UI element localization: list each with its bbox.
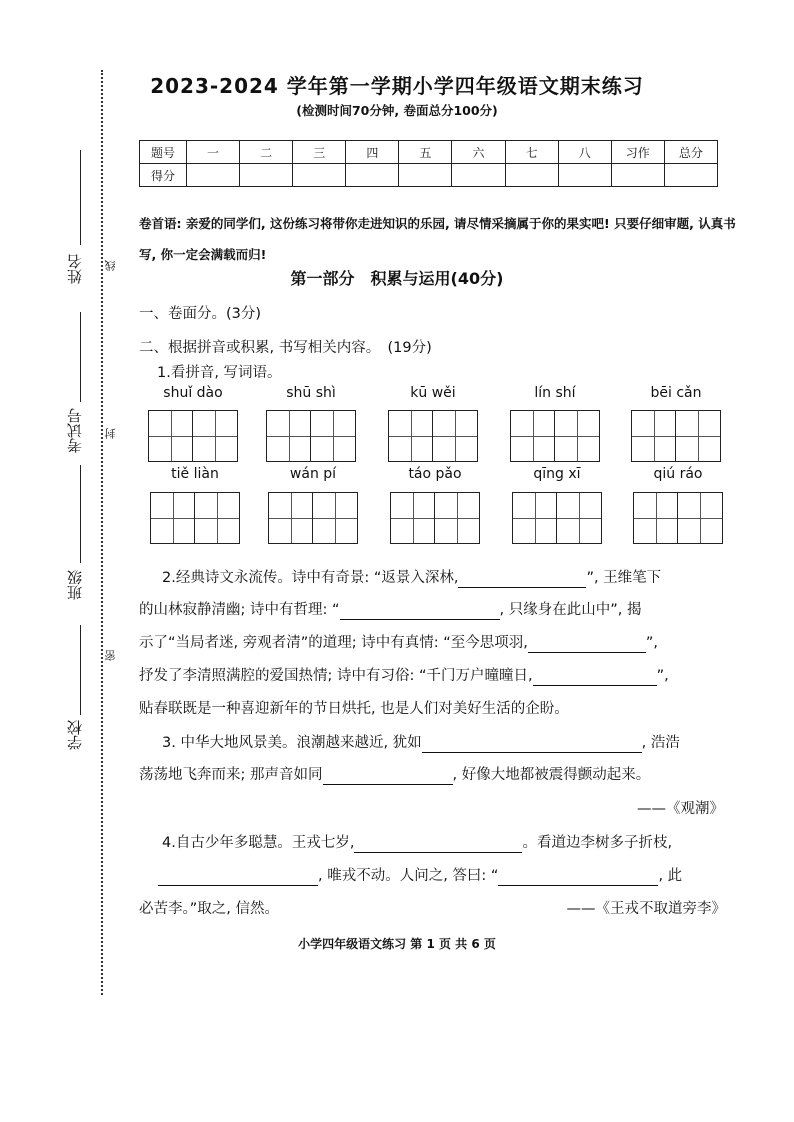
score-input-cell[interactable]: [187, 164, 240, 187]
answer-blank[interactable]: [158, 869, 318, 886]
q2-line3: [139, 633, 658, 653]
answer-blank[interactable]: [354, 836, 522, 853]
side-label-name: 姓名: [66, 254, 84, 284]
page-footer: 小学四年级语文练习 第 1 页 共 6 页: [298, 937, 496, 951]
score-cell: 三: [293, 141, 346, 164]
section2-heading: 二、根据拼音或积累, 书写相关内容。 (19分): [139, 340, 432, 356]
pinyin-label: shū shì: [286, 385, 336, 401]
exam-no-write-line: [80, 312, 81, 402]
q4-line2: [158, 866, 682, 886]
q4-line3: 必苦李。”取之, 信然。: [139, 901, 279, 917]
score-table: [139, 140, 718, 187]
q2-text: ”,: [656, 668, 669, 684]
school-write-line: [80, 625, 81, 715]
score-input-cell[interactable]: [558, 164, 611, 187]
side-label-class: 班级: [66, 570, 84, 600]
part1-title: 第一部分 积累与运用(40分): [290, 269, 504, 288]
pinyin-label: wán pí: [289, 466, 337, 482]
side-label-school: 学校: [66, 720, 84, 750]
tianzige-box[interactable]: [631, 410, 721, 462]
name-write-line: [80, 150, 81, 245]
q2-text: 示了“当局者迷, 旁观者清”的道理; 诗中有真情: “至今思项羽,: [139, 635, 528, 651]
q3-line2: [139, 765, 650, 785]
score-cell: 二: [240, 141, 293, 164]
q2-line2: [139, 600, 641, 620]
q2-text: 的山林寂静清幽; 诗中有哲理: “: [139, 602, 340, 618]
greeting-paragraph: 卷首语: 亲爱的同学们, 这份练习将带你走进知识的乐园, 请尽情采摘属于你的果实吧! 只要仔细审题, 认真书写, 你一定会满载而归!: [139, 216, 736, 262]
tianzige-box[interactable]: [512, 492, 602, 544]
exam-title: 2023-2024 学年第一学期小学四年级语文期末练习: [150, 74, 644, 98]
q1-title: 1.看拼音, 写词语。: [157, 365, 282, 381]
score-input-cell[interactable]: [505, 164, 558, 187]
q2-text: , 只缘身在此山中”, 揭: [499, 602, 642, 618]
q2-text: ”, 王维笔下: [586, 570, 662, 586]
q2-line1: [162, 568, 661, 588]
score-input-cell[interactable]: [293, 164, 346, 187]
pinyin-label: tiě liàn: [171, 466, 219, 482]
q4-source: ——《王戎不取道旁李》: [566, 901, 726, 917]
q3-source: ——《观潮》: [637, 801, 724, 817]
q2-line4: [139, 666, 669, 686]
q3-text: , 浩浩: [641, 735, 680, 751]
pinyin-label: táo pǎo: [408, 466, 462, 482]
score-cell: 七: [505, 141, 558, 164]
score-input-cell[interactable]: [399, 164, 452, 187]
score-input-cell[interactable]: [664, 164, 717, 187]
answer-blank[interactable]: [323, 768, 453, 785]
tianzige-box[interactable]: [510, 410, 600, 462]
q4-text: , 此: [658, 868, 683, 884]
score-cell: 总分: [664, 141, 717, 164]
score-input-cell[interactable]: [346, 164, 399, 187]
exam-subtitle: (检测时间70分钟, 卷面总分100分): [296, 103, 498, 118]
section1-heading: 一、卷面分。(3分): [139, 306, 262, 322]
score-cell: 一: [187, 141, 240, 164]
q2-text: 2.经典诗文永流传。诗中有奇景: “返景入深林,: [162, 570, 459, 586]
tianzige-box[interactable]: [633, 492, 723, 544]
pinyin-label: lín shí: [534, 385, 576, 401]
pinyin-label: qiú ráo: [653, 466, 703, 482]
score-table-score-row: [140, 164, 718, 187]
tianzige-box[interactable]: [268, 492, 358, 544]
answer-blank[interactable]: [528, 636, 646, 653]
answer-blank[interactable]: [422, 736, 642, 753]
q4-line1: [162, 833, 672, 853]
q4-text: , 唯戎不动。人问之, 答曰: “: [318, 868, 499, 884]
q2-line5: 贴春联既是一种喜迎新年的节日烘托, 也是人们对美好生活的企盼。: [139, 701, 569, 717]
tianzige-box[interactable]: [390, 492, 480, 544]
score-input-cell[interactable]: [611, 164, 664, 187]
score-table-header-row: [140, 141, 718, 164]
score-input-cell[interactable]: [452, 164, 505, 187]
answer-blank[interactable]: [458, 571, 586, 588]
score-cell: 题号: [140, 141, 187, 164]
q4-text: 4.自古少年多聪慧。王戎七岁,: [162, 835, 355, 851]
class-write-line: [80, 465, 81, 563]
answer-blank[interactable]: [340, 603, 500, 620]
q2-text: ”,: [645, 635, 658, 651]
answer-blank[interactable]: [533, 669, 657, 686]
tianzige-box[interactable]: [150, 492, 240, 544]
side-label-exam-no: 考试号: [66, 408, 84, 453]
score-cell: 八: [558, 141, 611, 164]
q3-text: , 好像大地都被震得颤动起来。: [452, 767, 651, 783]
q4-text: 。看道边李树多子折枝,: [522, 835, 673, 851]
score-cell: 四: [346, 141, 399, 164]
seal-mark-xian: 线: [104, 260, 117, 271]
score-input-cell[interactable]: [240, 164, 293, 187]
pinyin-label: shuǐ dào: [163, 385, 223, 401]
score-cell: 六: [452, 141, 505, 164]
pinyin-label: bēi cǎn: [650, 385, 702, 401]
tianzige-box[interactable]: [266, 410, 356, 462]
pinyin-label: kū wěi: [410, 385, 456, 401]
answer-blank[interactable]: [498, 869, 658, 886]
tianzige-box[interactable]: [148, 410, 238, 462]
q3-line1: [162, 733, 680, 753]
q3-text: 3. 中华大地风景美。浪潮越来越近, 犹如: [162, 735, 422, 751]
binding-dotted-line: [101, 70, 103, 995]
pinyin-label: qīng xī: [533, 466, 581, 482]
score-cell: 习作: [611, 141, 664, 164]
tianzige-box[interactable]: [388, 410, 478, 462]
q2-text: 抒发了李清照满腔的爱国热情; 诗中有习俗: “千门万户曈曈日,: [139, 668, 533, 684]
score-cell: 五: [399, 141, 452, 164]
q3-text: 荡荡地飞奔而来; 那声音如同: [139, 767, 323, 783]
seal-mark-feng: 封: [104, 428, 117, 439]
seal-mark-mi: 密: [104, 650, 117, 661]
score-row-label: 得分: [140, 164, 187, 187]
